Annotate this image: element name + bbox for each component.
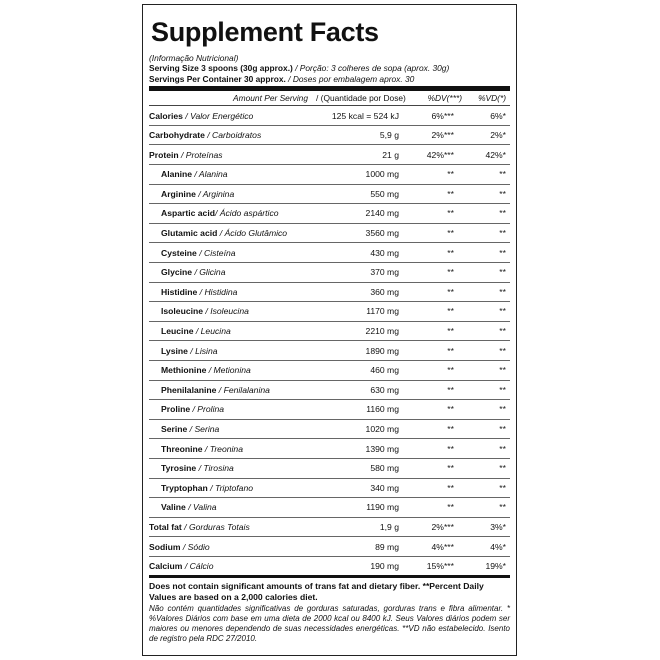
nutrient-name — [149, 130, 315, 140]
nutrient-dv: 15%*** — [426, 561, 454, 572]
nutrient-name-en: Glutamic acid — [161, 228, 218, 239]
nutrient-name-en: Valine — [161, 502, 186, 513]
nutrient-vd: ** — [499, 188, 506, 199]
nutrient-dv: 2%*** — [431, 521, 454, 532]
supplement-facts-panel — [142, 4, 517, 656]
nutrient-amount: 1000 mg — [365, 169, 399, 180]
table-header — [149, 91, 510, 106]
nutrient-name-pt: / Treonina — [202, 443, 243, 454]
table-row — [149, 420, 510, 440]
table-row — [149, 518, 510, 538]
nutrient-name-en: Calories — [149, 110, 183, 121]
table-row — [149, 400, 510, 420]
nutrient-name — [149, 483, 315, 493]
nutrient-dv: 42%*** — [426, 149, 454, 160]
nutrient-amount: 430 mg — [370, 247, 399, 258]
nutrient-vd: 42%* — [485, 149, 506, 160]
nutrient-name-pt: / Serina — [187, 424, 220, 435]
nutrient-name-en: Alanine — [161, 169, 193, 180]
table-row — [149, 361, 510, 381]
nutrient-name-en: Phenilalanine — [161, 384, 217, 395]
nutrient-dv: ** — [447, 482, 454, 493]
nutrient-amount: 21 g — [382, 149, 399, 160]
nutrient-vd: 4%* — [490, 541, 506, 552]
nutrient-amount: 460 mg — [370, 365, 399, 376]
nutrient-vd: ** — [499, 267, 506, 278]
nutrient-name-pt: / Metionina — [206, 365, 251, 376]
nutrient-name-pt: / Sódio — [180, 541, 210, 552]
serving-size-en: Serving Size 3 spoons (30g approx.) — [149, 63, 293, 74]
nutrient-name-en: Protein — [149, 149, 179, 160]
nutrient-name — [149, 150, 315, 160]
nutrient-name-pt: / Proteínas — [178, 149, 223, 160]
serving-info — [149, 53, 510, 84]
nutrient-name-en: Methionine — [161, 365, 207, 376]
subtitle-pt: (Informação Nutricional) — [149, 53, 239, 63]
nutrient-name-en: Aspartic acid — [161, 208, 215, 219]
nutrient-dv: ** — [447, 169, 454, 180]
nutrient-dv: ** — [447, 463, 454, 474]
header-vd: %VD(*) — [478, 93, 506, 104]
nutrient-vd: ** — [499, 326, 506, 337]
nutrient-name — [149, 267, 315, 277]
table-row — [149, 263, 510, 283]
nutrient-vd: ** — [499, 424, 506, 435]
nutrient-name — [149, 365, 315, 375]
table-row — [149, 165, 510, 185]
nutrient-vd: ** — [499, 365, 506, 376]
nutrient-dv: ** — [447, 502, 454, 513]
nutrient-name-pt: / Gorduras Totais — [181, 521, 250, 532]
nutrient-vd: ** — [499, 208, 506, 219]
nutrient-name-en: Tryptophan — [161, 482, 208, 493]
nutrient-vd: ** — [499, 169, 506, 180]
nutrient-name-pt: / Tirosina — [196, 463, 234, 474]
nutrient-name-pt: / Glicina — [192, 267, 226, 278]
table-row — [149, 479, 510, 499]
nutrient-vd: ** — [499, 404, 506, 415]
nutrient-name-pt: / Cisteína — [196, 247, 236, 258]
nutrient-amount: 125 kcal = 524 kJ — [331, 110, 399, 121]
table-row — [149, 106, 510, 126]
nutrient-dv: ** — [447, 228, 454, 239]
nutrient-dv: ** — [447, 267, 454, 278]
nutrient-amount: 580 mg — [370, 463, 399, 474]
nutrient-name-en: Cysteine — [161, 247, 197, 258]
nutrient-dv: ** — [447, 345, 454, 356]
nutrient-dv: 6%*** — [431, 110, 454, 121]
table-row — [149, 537, 510, 557]
table-row — [149, 283, 510, 303]
nutrient-name-en: Glycine — [161, 267, 193, 278]
nutrient-name-pt: / Fenilalanina — [216, 384, 270, 395]
nutrient-amount: 1020 mg — [365, 424, 399, 435]
nutrient-name-pt: / Arginina — [195, 188, 235, 199]
nutrient-name — [149, 424, 315, 434]
nutrient-name — [149, 444, 315, 454]
footer-pt: Não contém quantidades significativas de gorduras saturadas, gorduras trans e fibra alimentar. * %Valores Diários com base em uma dieta de 2000 kcal ou 8400 kJ. Seus Valores diários podem ser maiores ou menores dependendo de suas necessidades energéticas. **VD não estabelecido. Isento de registro pela RDC 27/2010. — [149, 603, 510, 644]
nutrient-vd: ** — [499, 502, 506, 513]
nutrient-amount: 370 mg — [370, 267, 399, 278]
nutrient-name — [149, 502, 315, 512]
nutrient-vd: ** — [499, 443, 506, 454]
nutrient-name — [149, 189, 315, 199]
table-row — [149, 204, 510, 224]
table-row — [149, 126, 510, 146]
nutrient-name — [149, 208, 315, 218]
nutrient-name — [149, 248, 315, 258]
table-row — [149, 439, 510, 459]
nutrient-dv: ** — [447, 384, 454, 395]
table-row — [149, 341, 510, 361]
nutrient-amount: 550 mg — [370, 188, 399, 199]
nutrient-name — [149, 287, 315, 297]
nutrient-amount: 630 mg — [370, 384, 399, 395]
nutrient-name-pt: / Triptofano — [207, 482, 254, 493]
nutrient-vd: ** — [499, 286, 506, 297]
nutrient-name — [149, 228, 315, 238]
nutrient-amount: 1390 mg — [365, 443, 399, 454]
footer-en: Does not contain significant amounts of trans fat and dietary fiber. **Percent Daily Values are based on a 2,000 calories diet. — [149, 581, 484, 603]
nutrient-dv: 4%*** — [431, 541, 454, 552]
nutrient-name-en: Serine — [161, 424, 188, 435]
nutrient-name — [149, 169, 315, 179]
nutrient-dv: ** — [447, 326, 454, 337]
table-row — [149, 498, 510, 518]
nutrient-vd: ** — [499, 247, 506, 258]
nutrient-name — [149, 326, 315, 336]
nutrient-dv: ** — [447, 443, 454, 454]
nutrient-dv: ** — [447, 404, 454, 415]
nutrient-name-pt: / Leucina — [193, 326, 231, 337]
nutrient-name-pt: / Ácido Glutâmico — [217, 228, 288, 239]
nutrient-dv: ** — [447, 188, 454, 199]
nutrient-dv: ** — [447, 208, 454, 219]
nutrient-dv: ** — [447, 365, 454, 376]
nutrient-dv: ** — [447, 247, 454, 258]
nutrient-name-pt: / Cálcio — [182, 561, 214, 572]
nutrient-vd: ** — [499, 345, 506, 356]
nutrient-name-en: Calcium — [149, 561, 183, 572]
nutrient-name-en: Tyrosine — [161, 463, 197, 474]
nutrient-name-en: Threonine — [161, 443, 203, 454]
table-row — [149, 145, 510, 165]
nutrient-vd: ** — [499, 228, 506, 239]
table-row — [149, 243, 510, 263]
nutrient-name — [149, 111, 315, 121]
nutrient-amount: 1890 mg — [365, 345, 399, 356]
table-row — [149, 322, 510, 342]
nutrient-vd: 19%* — [485, 561, 506, 572]
table-row — [149, 557, 510, 579]
serving-size-pt: / Porção: 3 colheres de sopa (aprox. 30g) — [292, 63, 450, 74]
nutrient-vd: 6%* — [490, 110, 506, 121]
nutrient-name — [149, 542, 315, 552]
nutrient-amount: 190 mg — [370, 561, 399, 572]
table-row — [149, 185, 510, 205]
nutrient-name-pt: / Valina — [185, 502, 217, 513]
nutrient-dv: 2%*** — [431, 130, 454, 141]
nutrient-name-en: Isoleucine — [161, 306, 204, 317]
table-row — [149, 302, 510, 322]
servings-per-container-pt: / Doses por embalagem aprox. 30 — [285, 73, 415, 84]
nutrient-name-pt: / Prolina — [190, 404, 225, 415]
nutrient-amount: 3560 mg — [365, 228, 399, 239]
nutrient-name-en: Lysine — [161, 345, 188, 356]
nutrient-name-pt: / Carboidratos — [204, 130, 262, 141]
nutrient-name-en: Arginine — [161, 188, 196, 199]
nutrient-name-en: Sodium — [149, 541, 181, 552]
nutrient-name — [149, 346, 315, 356]
nutrient-name-pt: / Isoleucina — [203, 306, 249, 317]
nutrient-name — [149, 561, 315, 571]
nutrient-name-pt: / Histidina — [197, 286, 238, 297]
nutrient-amount: 1170 mg — [366, 306, 399, 317]
nutrient-amount: 5,9 g — [379, 130, 399, 141]
nutrient-name-pt: / Alanina — [192, 169, 228, 180]
servings-per-container-en: Servings Per Container 30 approx. — [149, 73, 286, 84]
table-row — [149, 459, 510, 479]
nutrient-name-en: Proline — [161, 404, 191, 415]
nutrient-vd: ** — [499, 463, 506, 474]
nutrient-dv: ** — [447, 286, 454, 297]
nutrient-name — [149, 306, 315, 316]
nutrient-name-pt: / Ácido aspártico — [214, 208, 279, 219]
nutrient-name-en: Leucine — [161, 326, 194, 337]
nutrient-vd: ** — [499, 482, 506, 493]
panel-title: Supplement Facts — [151, 17, 379, 47]
nutrient-name-en: Histidine — [161, 286, 198, 297]
nutrient-name-en: Carbohydrate — [149, 130, 205, 141]
nutrient-dv: ** — [447, 306, 454, 317]
nutrient-amount: 2140 mg — [365, 208, 399, 219]
nutrient-amount: 1160 mg — [366, 404, 399, 415]
table-row — [149, 224, 510, 244]
nutrient-amount: 2210 mg — [365, 326, 399, 337]
nutrient-name — [149, 404, 315, 414]
header-amount-pt: / (Quantidade por Dose) — [316, 93, 406, 104]
nutrient-vd: 2%* — [490, 130, 506, 141]
nutrient-vd: ** — [499, 306, 506, 317]
nutrient-amount: 1190 mg — [366, 502, 399, 513]
nutrient-name — [149, 385, 315, 395]
nutrient-amount: 340 mg — [370, 482, 399, 493]
nutrient-name-pt: / Lisina — [187, 345, 218, 356]
nutrient-vd: ** — [499, 384, 506, 395]
header-dv: %DV(***) — [427, 93, 462, 104]
footer — [149, 578, 510, 644]
nutrient-amount: 1,9 g — [379, 521, 399, 532]
nutrient-amount: 89 mg — [375, 541, 399, 552]
table-row — [149, 381, 510, 401]
nutrient-name — [149, 463, 315, 473]
nutrient-table — [149, 106, 510, 578]
nutrient-name-pt: / Valor Energético — [182, 110, 254, 121]
nutrient-vd: 3%* — [490, 521, 506, 532]
header-amount: Amount Per Serving — [233, 93, 308, 104]
nutrient-dv: ** — [447, 424, 454, 435]
nutrient-name-en: Total fat — [149, 521, 182, 532]
nutrient-amount: 360 mg — [370, 286, 399, 297]
nutrient-name — [149, 522, 315, 532]
